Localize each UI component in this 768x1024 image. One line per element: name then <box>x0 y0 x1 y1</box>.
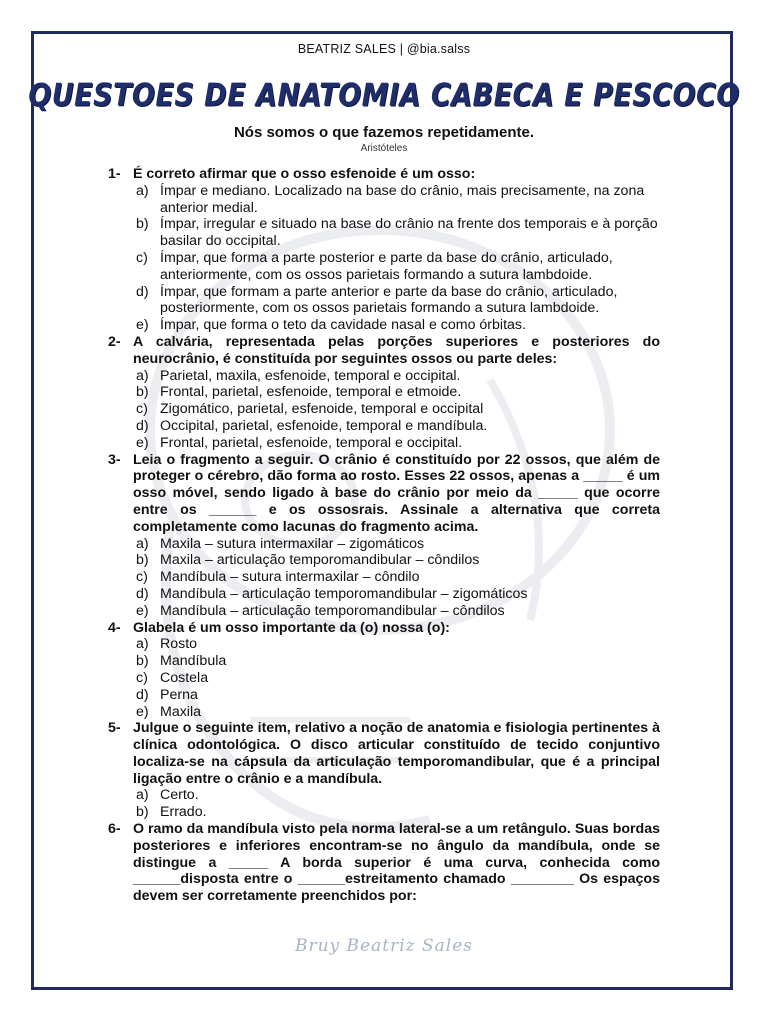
answer-options <box>108 536 660 620</box>
answer-option[interactable] <box>108 536 660 553</box>
answer-option[interactable] <box>108 687 660 704</box>
option-letter: e) <box>136 434 149 451</box>
answer-option[interactable] <box>108 418 660 435</box>
answer-option[interactable] <box>108 384 660 401</box>
epigraph-author: Aristóteles <box>360 143 408 154</box>
question-number: 5- <box>108 720 121 737</box>
option-letter: e) <box>136 602 149 619</box>
option-text: Zigomático, parietal, esfenoide, temporal e occipital <box>160 401 484 418</box>
answer-options <box>108 183 660 334</box>
question-text: Glabela é um osso importante da (o) nossa (o): <box>133 619 450 636</box>
question-item <box>108 334 660 452</box>
answer-options <box>108 787 660 821</box>
option-letter: d) <box>136 585 149 602</box>
answer-option[interactable] <box>108 216 660 250</box>
question-stem <box>108 452 660 536</box>
question-item <box>108 166 660 334</box>
answer-option[interactable] <box>108 586 660 603</box>
answer-option[interactable] <box>108 603 660 620</box>
question-list <box>108 166 660 905</box>
option-text: Costela <box>160 669 209 686</box>
author-handle: BEATRIZ SALES | @bia.salss <box>297 42 471 56</box>
option-text: Mandíbula – articulação temporomandibular – zigomáticos <box>160 585 528 602</box>
option-text: Ímpar, que forma o teto da cavidade nasal e como órbitas. <box>160 317 526 334</box>
option-letter: c) <box>136 569 148 586</box>
answer-option[interactable] <box>108 636 660 653</box>
question-number: 4- <box>108 619 121 636</box>
option-text: Parietal, maxila, esfenoide, temporal e occipital. <box>160 367 461 384</box>
epigraph-quote: Nós somos o que fazemos repetidamente. <box>233 124 535 141</box>
option-text: Ímpar, que formam a parte anterior e parte da base do crânio, articulado, posteriormente, com os ossos parietais formando a sutura lambdoide. <box>160 283 618 317</box>
answer-option[interactable] <box>108 704 660 721</box>
question-stem <box>108 720 660 787</box>
option-text: Frontal, parietal, esfenoide, temporal e occipital. <box>160 434 463 451</box>
option-letter: b) <box>136 384 149 401</box>
question-item <box>108 821 660 905</box>
question-number: 6- <box>108 821 121 838</box>
answer-option[interactable] <box>108 401 660 418</box>
answer-options <box>108 636 660 720</box>
option-letter: b) <box>136 216 149 233</box>
answer-option[interactable] <box>108 653 660 670</box>
answer-option[interactable] <box>108 670 660 687</box>
question-text: A calvária, representada pelas porções superiores e posteriores do neurocrânio, é constituída por seguintes ossos ou parte deles: <box>133 333 660 367</box>
option-letter: a) <box>136 636 149 653</box>
answer-option[interactable] <box>108 552 660 569</box>
answer-option[interactable] <box>108 787 660 804</box>
option-letter: e) <box>136 317 149 334</box>
option-letter: d) <box>136 686 149 703</box>
option-text: Certo. <box>160 787 199 804</box>
option-letter: b) <box>136 653 149 670</box>
option-text: Frontal, parietal, esfenoide, temporal e etmoide. <box>160 384 462 401</box>
option-text: Maxila <box>160 703 201 720</box>
answer-option[interactable] <box>108 804 660 821</box>
option-letter: a) <box>136 367 149 384</box>
option-text: Occipital, parietal, esfenoide, temporal e mandíbula. <box>160 417 488 434</box>
answer-option[interactable] <box>108 569 660 586</box>
option-letter: a) <box>136 182 149 199</box>
answer-option[interactable] <box>108 368 660 385</box>
option-text: Mandíbula – articulação temporomandibular – côndilos <box>160 602 505 619</box>
option-text: Maxila – articulação temporomandibular – côndilos <box>160 552 480 569</box>
answer-option[interactable] <box>108 183 660 217</box>
option-letter: c) <box>136 249 148 266</box>
option-letter: e) <box>136 703 149 720</box>
option-text: Errado. <box>160 804 207 821</box>
question-number: 2- <box>108 333 121 350</box>
answer-option[interactable] <box>108 284 660 318</box>
option-text: Maxila – sutura intermaxilar – zigomáticos <box>160 535 425 552</box>
question-item <box>108 620 660 721</box>
option-letter: d) <box>136 417 149 434</box>
option-letter: d) <box>136 283 149 300</box>
question-item <box>108 720 660 821</box>
option-text: Ímpar e mediano. Localizado na base do crânio, mais precisamente, na zona anterior medial. <box>160 182 645 216</box>
answer-options <box>108 368 660 452</box>
question-stem <box>108 620 660 637</box>
question-text: Leia o fragmento a seguir. O crânio é constituído por 22 ossos, que além de proteger o cérebro, dão forma ao rosto. Esses 22 ossos, apenas a _____ é um osso móvel, sendo ligado à base do crânio por meio da _____ que ocorre entre os ______ e os ossosrais. Assinale a alternativa que correta completamente como lacunas do fragmento acima. <box>133 451 660 535</box>
answer-option[interactable] <box>108 250 660 284</box>
option-text: Rosto <box>160 636 198 653</box>
option-text: Mandíbula – sutura intermaxilar – côndilo <box>160 569 420 586</box>
page-title: QUESTOES DE ANATOMIA CABECA E PESCOCO <box>28 77 740 114</box>
question-text: O ramo da mandíbula visto pela norma lateral-se a um retângulo. Suas bordas posteriores e inferiores encontram-se no ângulo da mandíbula, onde se distingue a _____ A borda superior é uma curva, conhecida como ______disposta entre o ______estreitamento chamado ________ Os espaços devem ser corretamente preenchidos por: <box>133 821 660 905</box>
option-letter: a) <box>136 787 149 804</box>
question-text: É correto afirmar que o osso esfenoide é um osso: <box>133 166 476 182</box>
question-number: 3- <box>108 451 121 468</box>
option-letter: b) <box>136 552 149 569</box>
option-text: Perna <box>160 686 198 703</box>
option-letter: c) <box>136 401 148 418</box>
question-stem <box>108 334 660 368</box>
question-number: 1- <box>108 166 121 182</box>
question-stem <box>108 821 660 905</box>
option-text: Ímpar, irregular e situado na base do crânio na frente dos temporais e à porção basilar do occipital. <box>160 216 658 250</box>
question-text: Julgue o seguinte item, relativo a noção de anatomia e fisiologia pertinentes à clínica odontológica. O disco articular constituído de tecido conjuntivo localiza-se na cápsula da articulação temporomandibular, que é a principal ligação entre o crânio e a mandíbula. <box>133 720 660 787</box>
option-letter: a) <box>136 535 149 552</box>
question-item <box>108 452 660 620</box>
option-text: Mandíbula <box>160 653 227 670</box>
question-stem <box>108 166 660 183</box>
answer-option[interactable] <box>108 317 660 334</box>
option-letter: b) <box>136 804 149 821</box>
option-text: Ímpar, que forma a parte posterior e parte da base do crânio, articulado, anteriormente, com os ossos parietais formando a sutura lambdoide. <box>160 249 613 283</box>
handwritten-signature: Bruy Beatriz Sales <box>294 936 474 956</box>
answer-option[interactable] <box>108 435 660 452</box>
option-letter: c) <box>136 669 148 686</box>
